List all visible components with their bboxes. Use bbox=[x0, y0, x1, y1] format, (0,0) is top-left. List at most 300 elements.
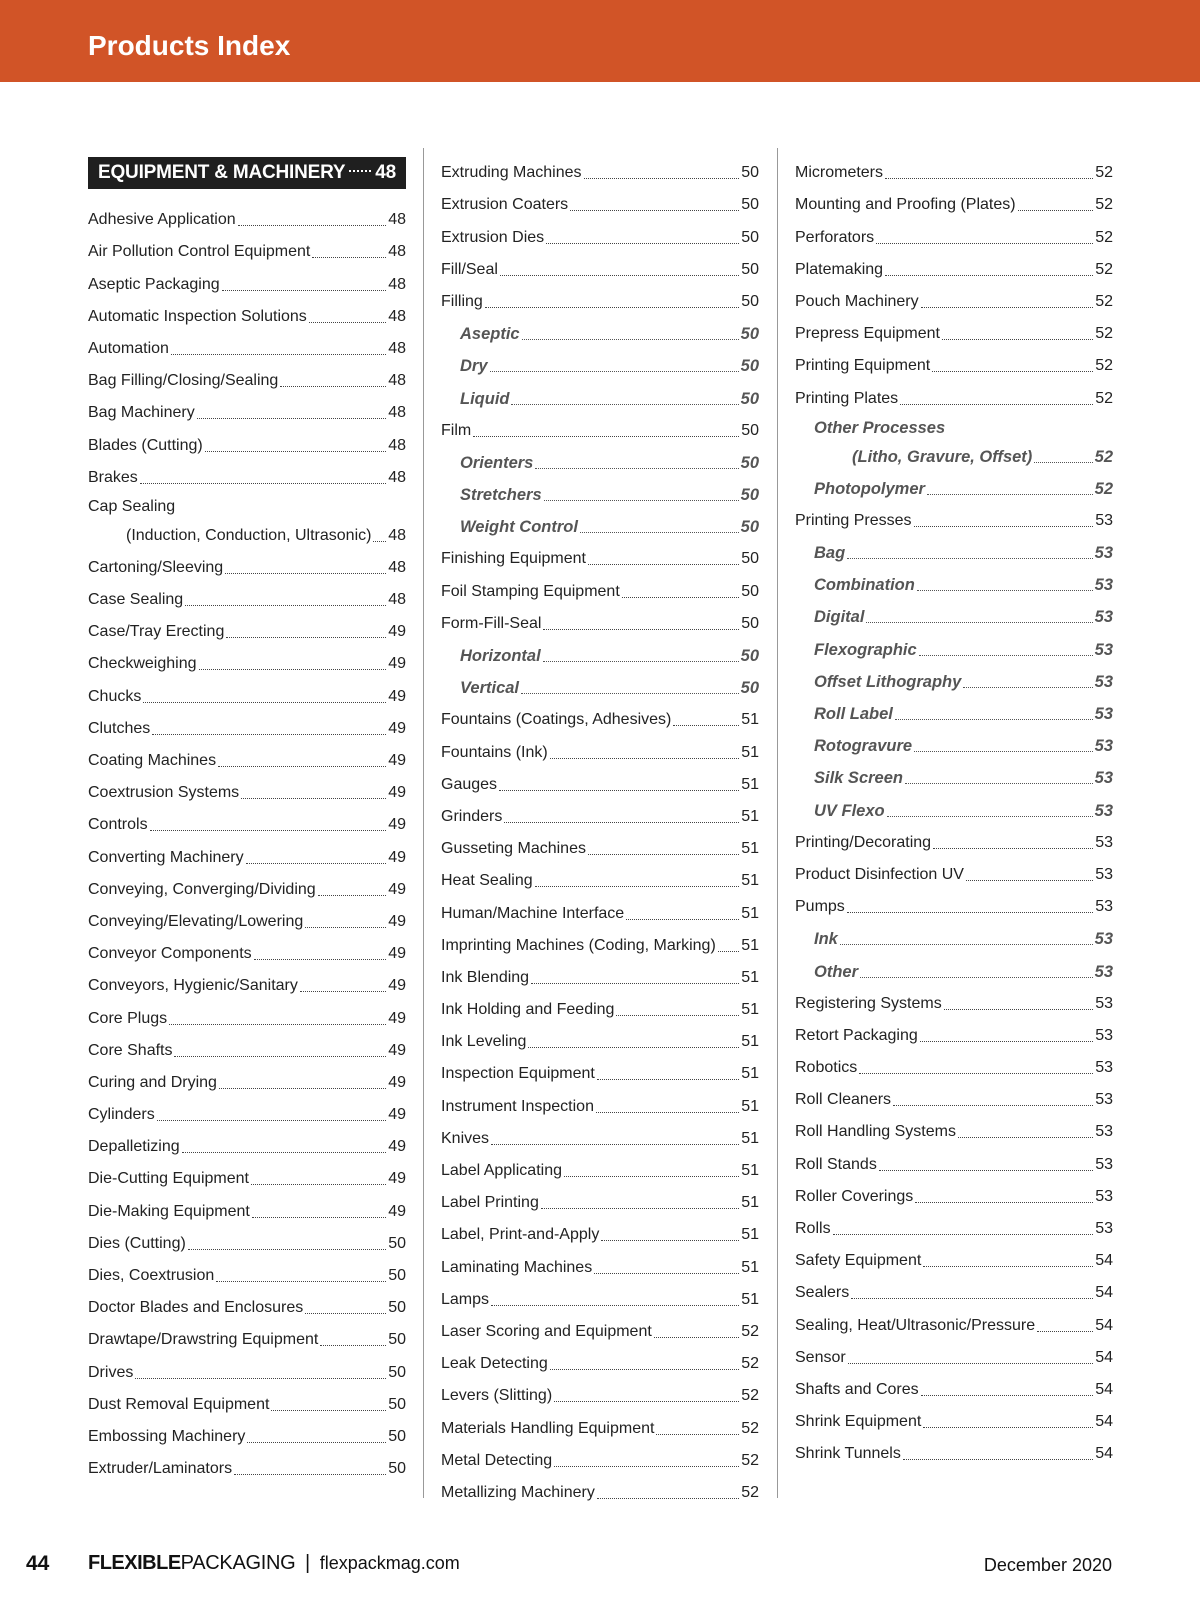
index-entry bbox=[441, 1278, 759, 1310]
index-entry bbox=[88, 1029, 406, 1061]
entry-label: Extruder/Laminators bbox=[88, 1460, 233, 1478]
entry-page: 50 bbox=[741, 196, 759, 214]
entry-page: 50 bbox=[741, 260, 759, 278]
index-entry bbox=[88, 546, 406, 578]
leader-dots bbox=[921, 307, 1094, 308]
index-subentry bbox=[795, 467, 1113, 499]
entry-page: 52 bbox=[741, 1322, 759, 1340]
entry-label: Die-Cutting Equipment bbox=[88, 1170, 249, 1188]
entry-page: 53 bbox=[1095, 994, 1113, 1012]
index-entry bbox=[441, 537, 759, 569]
entry-label: Roll Handling Systems bbox=[795, 1123, 956, 1141]
entry-label: Printing Presses bbox=[795, 511, 912, 529]
entry-label: Mounting and Proofing (Plates) bbox=[795, 196, 1016, 214]
entry-label: Roll Label bbox=[814, 705, 893, 723]
leader-dots bbox=[300, 991, 386, 992]
entry-label: Rotogravure bbox=[814, 737, 913, 756]
entry-label: Extruding Machines bbox=[441, 164, 582, 182]
index-entry bbox=[441, 248, 759, 280]
entry-label: Other Processes bbox=[814, 418, 946, 437]
index-entry bbox=[795, 312, 1113, 344]
entry-label: Aseptic bbox=[460, 325, 520, 344]
column-divider bbox=[777, 148, 778, 1498]
index-entry bbox=[88, 1125, 406, 1157]
index-entry bbox=[88, 295, 406, 327]
entry-label: Robotics bbox=[795, 1059, 858, 1077]
index-entry bbox=[795, 183, 1113, 215]
entry-page: 49 bbox=[388, 1138, 406, 1156]
leader-dots bbox=[522, 339, 739, 340]
leader-dots bbox=[252, 1217, 386, 1218]
index-entry bbox=[795, 1336, 1113, 1368]
entry-label: Automatic Inspection Solutions bbox=[88, 307, 307, 325]
leader-dots bbox=[541, 1208, 739, 1209]
entry-page: 52 bbox=[1095, 196, 1113, 214]
leader-dots bbox=[919, 655, 1093, 656]
index-entry bbox=[441, 924, 759, 956]
leader-dots bbox=[373, 541, 386, 542]
entry-page: 50 bbox=[740, 453, 759, 472]
leader-dots bbox=[1034, 462, 1092, 463]
entry-label: Combination bbox=[814, 576, 915, 595]
index-subentry bbox=[795, 660, 1113, 692]
entry-page: 53 bbox=[1095, 511, 1113, 529]
index-subentry bbox=[795, 595, 1113, 627]
leader-dots bbox=[550, 1369, 739, 1370]
index-entry bbox=[88, 835, 406, 867]
index-entry bbox=[88, 1286, 406, 1318]
index-entry bbox=[88, 198, 406, 230]
index-entry bbox=[795, 1142, 1113, 1174]
entry-label: Materials Handling Equipment bbox=[441, 1419, 655, 1437]
leader-dots bbox=[847, 912, 1093, 913]
leader-dots bbox=[885, 178, 1093, 179]
entry-label: Shafts and Cores bbox=[795, 1380, 919, 1398]
index-entry bbox=[88, 868, 406, 900]
leader-dots bbox=[305, 1313, 386, 1314]
entry-label: Converting Machinery bbox=[88, 848, 244, 866]
leader-dots bbox=[893, 1105, 1093, 1106]
entry-label: Micrometers bbox=[795, 164, 884, 182]
index-entry bbox=[795, 853, 1113, 885]
entry-label: Printing/Decorating bbox=[795, 833, 932, 851]
index-entry bbox=[88, 1189, 406, 1221]
entry-label: Printing Equipment bbox=[795, 357, 931, 375]
entry-label: Silk Screen bbox=[814, 769, 903, 788]
entry-label: Roll Cleaners bbox=[795, 1091, 892, 1109]
entry-page: 53 bbox=[1094, 544, 1113, 563]
entry-label: Liquid bbox=[460, 389, 510, 408]
entry-label: Offset Lithography bbox=[814, 672, 962, 691]
leader-dots bbox=[535, 886, 740, 887]
entry-label: Curing and Drying bbox=[88, 1073, 217, 1091]
index-subentry bbox=[795, 563, 1113, 595]
leader-dots bbox=[879, 1170, 1093, 1171]
entry-page: 50 bbox=[388, 1267, 406, 1284]
entry-page: 51 bbox=[741, 840, 759, 858]
entry-label: Prepress Equipment bbox=[795, 325, 940, 343]
leader-dots bbox=[543, 629, 739, 630]
entry-page: 48 bbox=[388, 243, 406, 261]
entry-page: 52 bbox=[1095, 292, 1113, 310]
index-entry bbox=[441, 1310, 759, 1342]
index-list bbox=[441, 151, 759, 1503]
entry-page: 52 bbox=[741, 1451, 759, 1469]
entry-label: Drives bbox=[88, 1363, 134, 1381]
entry-page: 53 bbox=[1095, 1123, 1113, 1141]
entry-page: 51 bbox=[741, 1290, 759, 1308]
entry-label: Digital bbox=[814, 608, 865, 627]
entry-label: Pouch Machinery bbox=[795, 292, 919, 310]
entry-page: 52 bbox=[741, 1419, 759, 1437]
index-entry bbox=[88, 1061, 406, 1093]
index-entry bbox=[441, 827, 759, 859]
index-entry bbox=[88, 1222, 406, 1254]
magazine-brand bbox=[88, 1552, 460, 1575]
entry-label: Embossing Machinery bbox=[88, 1427, 246, 1445]
entry-page: 50 bbox=[741, 614, 759, 632]
index-entry bbox=[88, 230, 406, 262]
entry-page: 50 bbox=[741, 228, 759, 246]
leader-dots bbox=[157, 1120, 387, 1121]
entry-label: Dies, Coextrusion bbox=[88, 1267, 215, 1284]
leader-dots bbox=[927, 494, 1093, 495]
leader-dots bbox=[597, 1079, 739, 1080]
entry-label: Controls bbox=[88, 816, 148, 834]
entry-page: 53 bbox=[1094, 705, 1113, 723]
entry-label: Retort Packaging bbox=[795, 1026, 918, 1044]
entry-page: 48 bbox=[388, 468, 406, 486]
leader-dots bbox=[531, 983, 739, 984]
leader-dots bbox=[1018, 210, 1094, 211]
entry-page: 52 bbox=[1095, 164, 1113, 182]
entry-page: 50 bbox=[740, 679, 759, 698]
entry-label: Brakes bbox=[88, 468, 138, 486]
entry-page: 53 bbox=[1095, 1059, 1113, 1077]
index-entry bbox=[441, 280, 759, 312]
entry-label: Ink Holding and Feeding bbox=[441, 1001, 615, 1019]
index-entry bbox=[795, 982, 1113, 1014]
section-heading-label: EQUIPMENT & MACHINERY bbox=[98, 162, 346, 183]
index-entry bbox=[88, 610, 406, 642]
entry-page: 53 bbox=[1094, 801, 1113, 820]
leader-dots bbox=[247, 1442, 386, 1443]
index-entry bbox=[795, 1239, 1113, 1271]
leader-dots bbox=[234, 1474, 386, 1475]
index-entry bbox=[88, 1415, 406, 1447]
entry-page: 51 bbox=[741, 1258, 759, 1276]
leader-dots bbox=[942, 339, 1093, 340]
entry-page: 51 bbox=[741, 904, 759, 922]
entry-page: 48 bbox=[388, 591, 406, 609]
leader-dots bbox=[544, 500, 739, 501]
entry-label: Dry bbox=[460, 357, 488, 376]
entry-page: 51 bbox=[741, 1097, 759, 1115]
leader-dots bbox=[554, 1466, 739, 1467]
entry-page: 53 bbox=[1095, 1220, 1113, 1237]
leader-dots bbox=[152, 734, 386, 735]
entry-label: Levers (Slitting) bbox=[441, 1387, 553, 1405]
leader-dots bbox=[174, 1056, 386, 1057]
entry-page: 51 bbox=[741, 1033, 759, 1051]
index-entry bbox=[795, 1432, 1113, 1464]
leader-dots bbox=[320, 1345, 386, 1346]
index-list bbox=[88, 198, 406, 1479]
leader-dots bbox=[528, 1047, 739, 1048]
index-entry bbox=[441, 1020, 759, 1052]
index-entry bbox=[441, 1181, 759, 1213]
index-entry bbox=[795, 1271, 1113, 1303]
leader-dots bbox=[140, 483, 386, 484]
entry-page: 53 bbox=[1094, 769, 1113, 788]
leader-dots bbox=[580, 532, 739, 533]
entry-label: Fountains (Coatings, Adhesives) bbox=[441, 711, 672, 729]
entry-label: Rolls bbox=[795, 1220, 831, 1237]
entry-page: 48 bbox=[388, 526, 406, 544]
index-entry bbox=[441, 763, 759, 795]
entry-page: 49 bbox=[388, 880, 406, 898]
leader-dots bbox=[199, 669, 387, 670]
index-entry bbox=[441, 698, 759, 730]
entry-page: 53 bbox=[1095, 865, 1113, 883]
entry-page: 53 bbox=[1094, 576, 1113, 595]
index-entry bbox=[88, 359, 406, 391]
leader-dots bbox=[594, 1273, 739, 1274]
leader-dots bbox=[499, 790, 739, 791]
entry-page: 49 bbox=[388, 945, 406, 963]
entry-label: Ink Leveling bbox=[441, 1033, 527, 1051]
site-url[interactable]: flexpackmag.com bbox=[319, 1553, 460, 1573]
entry-page: 50 bbox=[740, 325, 759, 344]
index-entry bbox=[795, 344, 1113, 376]
leader-dots bbox=[546, 243, 739, 244]
entry-page: 54 bbox=[1095, 1413, 1113, 1431]
index-entry bbox=[795, 1014, 1113, 1046]
index-entry bbox=[88, 1350, 406, 1382]
leader-dots bbox=[271, 1410, 386, 1411]
entry-page: 48 bbox=[388, 339, 406, 357]
entry-page: 52 bbox=[1095, 228, 1113, 246]
entry-label: Stretchers bbox=[460, 486, 542, 505]
entry-page: 51 bbox=[741, 872, 759, 890]
index-subentry bbox=[795, 756, 1113, 788]
entry-label: Conveying, Converging/Dividing bbox=[88, 880, 316, 898]
entry-label: Human/Machine Interface bbox=[441, 904, 625, 922]
entry-page: 49 bbox=[388, 719, 406, 737]
entry-label: Weight Control bbox=[460, 518, 578, 537]
index-entry bbox=[441, 956, 759, 988]
entry-label: Case/Tray Erecting bbox=[88, 623, 225, 641]
entry-page: 50 bbox=[388, 1331, 406, 1349]
entry-page: 48 bbox=[388, 404, 406, 422]
index-entry bbox=[88, 996, 406, 1028]
leader-dots bbox=[895, 719, 1093, 720]
leader-dots bbox=[588, 854, 739, 855]
leader-dots bbox=[205, 451, 386, 452]
entry-label: Finishing Equipment bbox=[441, 550, 586, 568]
entry-label: Extrusion Dies bbox=[441, 228, 545, 246]
index-column-3 bbox=[795, 151, 1113, 1464]
entry-label: Fountains (Ink) bbox=[441, 743, 548, 761]
entry-label: Form-Fill-Seal bbox=[441, 614, 542, 632]
entry-label: Other bbox=[814, 962, 859, 981]
entry-label: Conveying/Elevating/Lowering bbox=[88, 912, 304, 930]
brand-bold: FLEXIBLE bbox=[88, 1552, 181, 1574]
leader-dots bbox=[309, 322, 386, 323]
entry-page: 52 bbox=[1095, 260, 1113, 278]
index-entry bbox=[88, 1157, 406, 1189]
index-entry bbox=[88, 674, 406, 706]
leader-dots bbox=[932, 371, 1093, 372]
leader-dots bbox=[550, 758, 739, 759]
leader-dots bbox=[473, 436, 739, 437]
index-entry bbox=[441, 988, 759, 1020]
entry-page: 49 bbox=[388, 1009, 406, 1027]
leader-dots bbox=[225, 573, 386, 574]
section-heading bbox=[88, 157, 406, 189]
entry-label: Extrusion Coaters bbox=[441, 196, 569, 214]
leader-dots bbox=[254, 959, 387, 960]
index-column-2 bbox=[441, 151, 759, 1503]
leader-dots bbox=[197, 418, 386, 419]
entry-page: 53 bbox=[1094, 962, 1113, 981]
index-entry bbox=[88, 578, 406, 610]
entry-page: 50 bbox=[388, 1427, 406, 1445]
entry-label: Shrink Tunnels bbox=[795, 1445, 901, 1463]
entry-page: 53 bbox=[1095, 1091, 1113, 1109]
entry-page: 50 bbox=[388, 1460, 406, 1478]
issue-date: December 2020 bbox=[983, 1555, 1112, 1575]
entry-label: Perforators bbox=[795, 228, 875, 246]
entry-page: 53 bbox=[1094, 640, 1113, 659]
leader-dots bbox=[914, 526, 1094, 527]
entry-page: 49 bbox=[388, 1106, 406, 1124]
leader-dots bbox=[718, 951, 739, 952]
index-subentry bbox=[795, 724, 1113, 756]
entry-label: Cap Sealing bbox=[88, 497, 176, 515]
entry-page: 50 bbox=[388, 1299, 406, 1317]
leader-dots bbox=[171, 354, 386, 355]
entry-page: 50 bbox=[388, 1363, 406, 1381]
entry-label: Product Disinfection UV bbox=[795, 865, 964, 883]
leader-dots bbox=[848, 1363, 1094, 1364]
leader-dots bbox=[521, 693, 739, 694]
entry-page: 51 bbox=[741, 1226, 759, 1244]
index-column-1 bbox=[88, 157, 406, 1479]
entry-page: 50 bbox=[740, 486, 759, 505]
entry-page: 48 bbox=[388, 211, 406, 229]
leader-dots bbox=[887, 816, 1093, 817]
entry-label: Orienters bbox=[460, 453, 534, 472]
entry-page: 50 bbox=[741, 164, 759, 182]
entry-label: Metallizing Machinery bbox=[441, 1483, 595, 1501]
entry-label: Air Pollution Control Equipment bbox=[88, 243, 311, 261]
entry-label: Pumps bbox=[795, 898, 845, 916]
entry-label: Inspection Equipment bbox=[441, 1065, 595, 1083]
entry-label: Cartoning/Sleeving bbox=[88, 558, 224, 576]
entry-page: 54 bbox=[1095, 1284, 1113, 1302]
index-subentry bbox=[795, 917, 1113, 949]
entry-page: 52 bbox=[1094, 447, 1113, 466]
index-subentry bbox=[441, 344, 759, 376]
entry-label: Ink Blending bbox=[441, 968, 530, 986]
entry-label: Grinders bbox=[441, 807, 503, 825]
leader-dots bbox=[504, 822, 739, 823]
entry-label: Label Applicating bbox=[441, 1162, 562, 1179]
entry-page: 50 bbox=[388, 1234, 406, 1252]
leader-dots bbox=[903, 1459, 1093, 1460]
index-entry bbox=[441, 1471, 759, 1503]
index-entry bbox=[441, 1406, 759, 1438]
leader-dots bbox=[143, 702, 386, 703]
entry-page: 49 bbox=[388, 655, 406, 673]
entry-page: 51 bbox=[741, 1162, 759, 1179]
leader-dots bbox=[597, 1498, 739, 1499]
entry-label: Safety Equipment bbox=[795, 1252, 922, 1270]
leader-dots bbox=[840, 944, 1093, 945]
entry-label: Laminating Machines bbox=[441, 1258, 593, 1276]
leader-dots bbox=[182, 1152, 387, 1153]
entry-page: 52 bbox=[1094, 479, 1113, 498]
leader-dots bbox=[490, 371, 739, 372]
leader-dots bbox=[246, 863, 387, 864]
leader-dots bbox=[905, 783, 1093, 784]
index-entry bbox=[441, 1149, 759, 1181]
entry-label: Core Shafts bbox=[88, 1041, 173, 1059]
page-title: Products Index bbox=[88, 30, 291, 61]
entry-page: 50 bbox=[740, 357, 759, 376]
index-entry bbox=[88, 642, 406, 674]
index-subentry bbox=[795, 627, 1113, 659]
leader-dots bbox=[135, 1378, 386, 1379]
index-entry bbox=[88, 262, 406, 294]
index-entry bbox=[88, 327, 406, 359]
entry-label: Sensor bbox=[795, 1348, 846, 1366]
leader-dots bbox=[280, 386, 386, 387]
entry-label: Shrink Equipment bbox=[795, 1413, 922, 1431]
index-entry bbox=[88, 1254, 406, 1286]
leader-dots bbox=[564, 1176, 739, 1177]
entry-label: Dust Removal Equipment bbox=[88, 1395, 270, 1413]
index-entry bbox=[88, 803, 406, 835]
entry-label: UV Flexo bbox=[814, 801, 885, 820]
index-entry bbox=[88, 707, 406, 739]
index-entry bbox=[795, 1368, 1113, 1400]
entry-label: Metal Detecting bbox=[441, 1451, 553, 1469]
index-entry bbox=[441, 151, 759, 183]
index-entry bbox=[88, 964, 406, 996]
leader-dots bbox=[588, 564, 739, 565]
entry-label: Platemaking bbox=[795, 260, 884, 278]
entry-label: Die-Making Equipment bbox=[88, 1202, 250, 1220]
entry-page: 48 bbox=[388, 372, 406, 390]
entry-label: Photopolymer bbox=[814, 479, 925, 498]
index-entry bbox=[88, 900, 406, 932]
entry-label: Foil Stamping Equipment bbox=[441, 582, 620, 600]
index-subentry bbox=[795, 788, 1113, 820]
entry-page: 49 bbox=[388, 1041, 406, 1059]
leader-dots bbox=[917, 590, 1093, 591]
index-entry bbox=[88, 771, 406, 803]
index-subentry bbox=[441, 473, 759, 505]
leader-dots bbox=[866, 622, 1092, 623]
column-divider bbox=[423, 148, 424, 1498]
entry-label: Sealers bbox=[795, 1284, 850, 1302]
entry-label: Label Printing bbox=[441, 1194, 539, 1212]
entry-label: Imprinting Machines (Coding, Marking) bbox=[441, 936, 716, 954]
leader-dots bbox=[312, 257, 386, 258]
leader-dots bbox=[601, 1240, 739, 1241]
